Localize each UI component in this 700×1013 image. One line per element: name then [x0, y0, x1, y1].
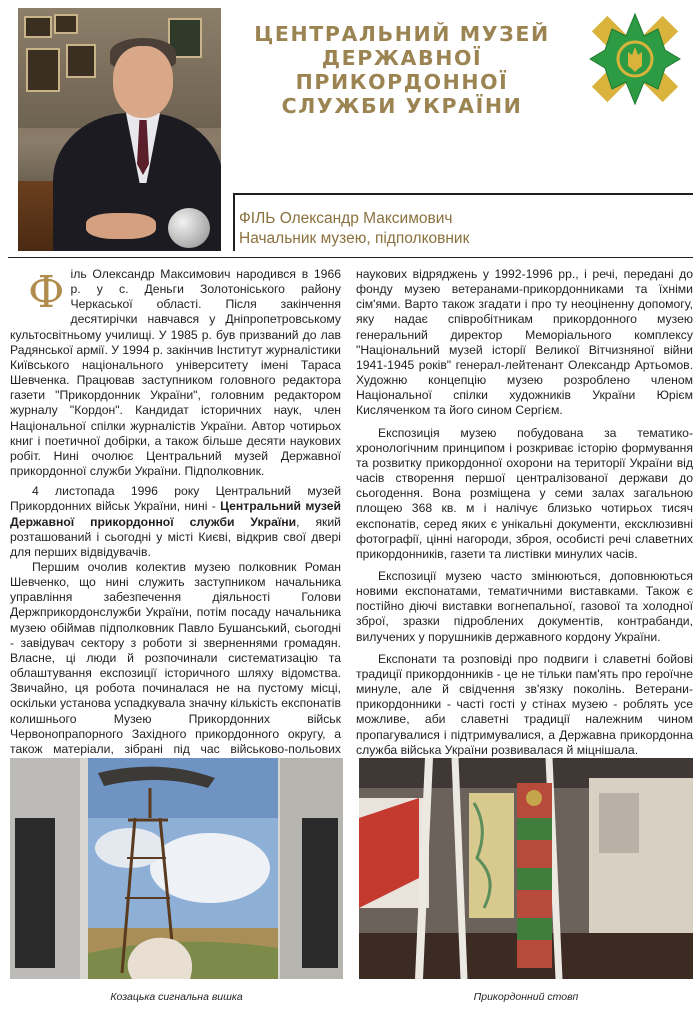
photo-signal-tower	[10, 758, 343, 979]
page-title	[232, 22, 572, 118]
history-paragraph-1	[10, 484, 341, 560]
history-text-before: 4 листопада 1996 року Центральний музей Прикордонних військ України, нині -	[10, 484, 341, 514]
biography-text: іль Олександр Максимович народився в 1966 р. у с. Деньги Золотоніського району Черкаської області. Після закінчення десятирічки навчався у Дніпропетровському культосвітньому училищі. У 1985 р. був призваний до лав Радянської армії. У 1994 р. закінчив Інститут журналістики Київського національного університету імені Тараса Шевченка. Працював заступником головного редактора газети "Прикордонник України", головним редактором журналу "Кордон". Кандидат історичних наук, член Національної спілки журналістів України. Автор чотирьох книг і поетичної добірки, а також більше десяти наукових робіт. Нині очолює Центральний музей Державної прикордонної служби України. Підполковник.	[10, 267, 341, 479]
history-text-after: , який розташований і сьогодні у місті Києві, відкрив свої двері для перших відвідувачів.	[10, 514, 341, 559]
traditions-paragraph: Експонати та розповіді про подвиги і славетні бойові традиції прикордонників - це не тільки пам'ять про героїчне минуле, але й свідчення зв'язку поколінь. Ветерани-прикордонники - часті гості у стінах музею - роблять усе можливе, аби славетні традиції належним чином пропагувалися і підтримувалися, а Державна прикордонна служба війська України розвивалася й міцнішала.	[356, 651, 693, 757]
director-name: ФІЛЬ Олександр Максимович	[239, 210, 453, 227]
border-guard-cross-emblem-icon	[582, 6, 688, 112]
biography-paragraph	[10, 267, 341, 479]
divider-vertical	[233, 193, 235, 251]
divider-top	[233, 193, 693, 195]
exhibitions-paragraph: Експозиції музею часто змінюються, доповнюються новими експонатами, тематичними виставками. Також є постійно діючі виставки вогнепальної, газової та холодної зброї, зразки підроблених документів, контрабанди, вилучених у порушників державного кордону України.	[356, 568, 693, 644]
text-column-right	[356, 267, 693, 765]
text-column-left	[10, 267, 341, 772]
director-portrait	[18, 8, 221, 251]
photo-caption-right: Прикордонний стовп	[473, 991, 579, 1003]
continuation-paragraph: наукових відряджень у 1992-1996 рр., і речі, передані до фонду музею ветеранами-прикордонниками та їхніми сім'ями. Варто також згадати і про ту неоціненну допомогу, яку надає співробітникам прикордонного музею генеральний директор Меморіального комплексу "Національний музей історії Великої Вітчизняної війни 1941-1945 років" генерал-лейтенант Олександр Артьомов. Художню концепцію музею розроблено членом Національної спілки художників України Юрієм Кисляченком та його сином Сергієм.	[356, 267, 693, 418]
title-line-1: ЦЕНТРАЛЬНИЙ МУЗЕЙ	[254, 22, 550, 46]
drop-cap: Ф	[28, 267, 65, 318]
history-paragraph-2: Першим очолив колектив музею полковник Роман Шевченко, що нині служить заступником начальника управління забезпечення діяльності Голови Держприкордонслужби України, потім посаду начальника музею обіймав підполковник Павло Бушанський, сьогодні - завідувач сектору з роботи зі зверненнями громадян. Власне, ці люди й розпочинали систематизацію та облаштування експозиції історичного шляху відомства. Звичайно, ця робота починалася не на пустому місці, оскільки установа успадкувала значну кількість експонатів колишнього Музею Прикордонних військ Червонопрапорного Західного прикордонного округу, а також матеріали, зібрані під час військово-польових	[10, 559, 341, 756]
divider-bottom	[8, 257, 693, 258]
exposition-paragraph: Експозиція музею побудована за тематико-хронологічним принципом і розкриває історію формування та розвитку прикордонної охорони на території України від часів створення першої централізованої держави до сьогодення. Вона розміщена у семи залах загальною площею 368 кв. м і налічує близько чотирьох тисяч експонатів, серед яких є унікальні документи, ексклюзивні фотографії, цінні нагороди, зброя, особисті речі славетних прикордонників, газети та листівки минулих часів.	[356, 425, 693, 561]
museum-name-highlight: Центральний музей Державної прикордонної служби України	[10, 499, 341, 529]
title-line-2: ДЕРЖАВНОЇ ПРИКОРДОННОЇ	[295, 46, 509, 94]
photo-caption-left: Козацька сигнальна вишка	[110, 991, 243, 1003]
director-position: Начальник музею, підполковник	[239, 230, 470, 247]
photo-border-post	[359, 758, 693, 979]
title-line-3: СЛУЖБИ УКРАЇНИ	[281, 94, 523, 118]
